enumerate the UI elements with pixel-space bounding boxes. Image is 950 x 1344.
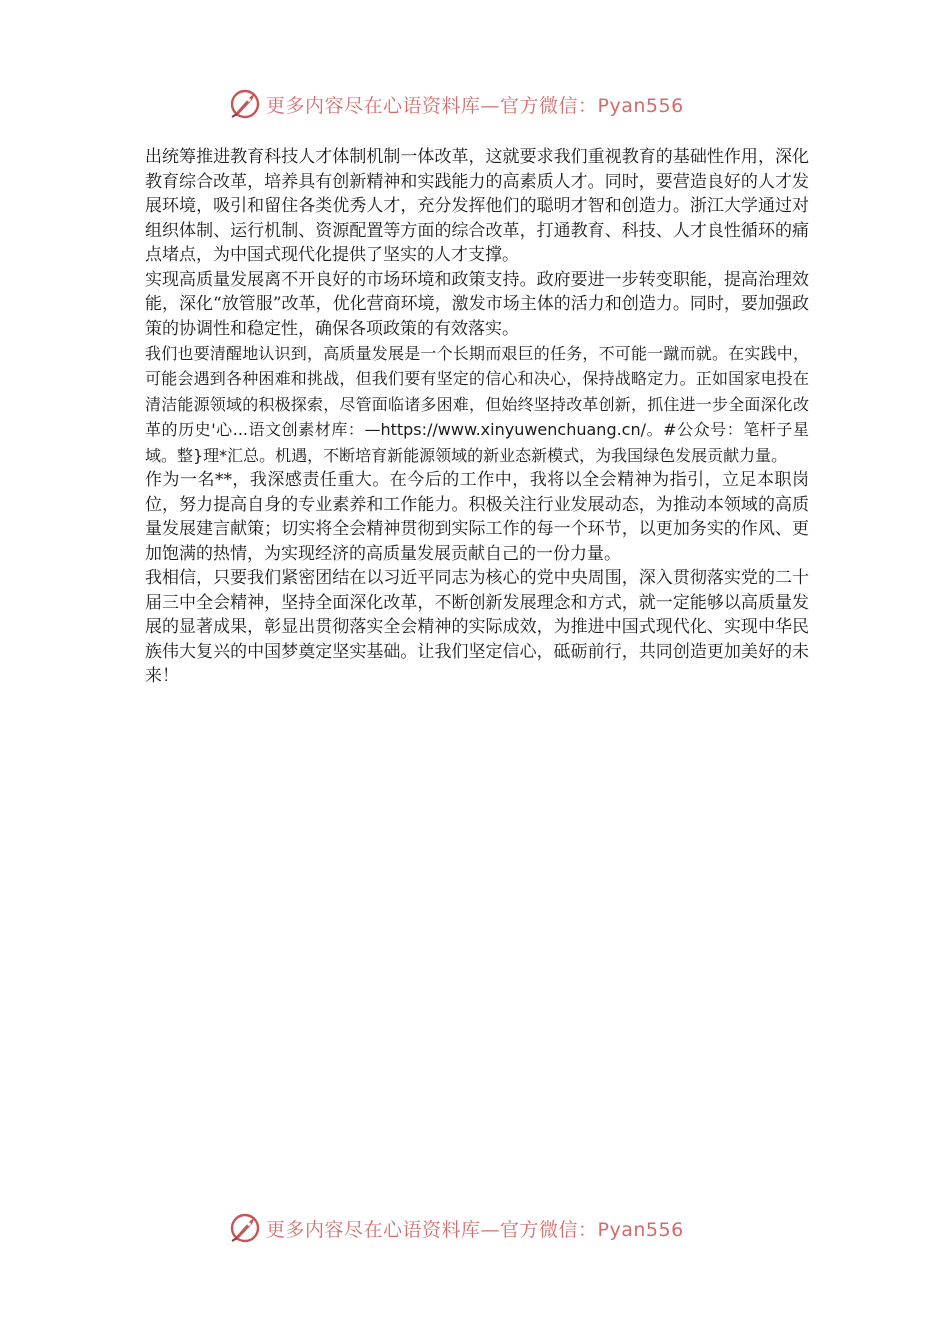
banner-text-wechat-id: Pyan556 <box>597 1218 684 1241</box>
banner-text-wechat-id: Pyan556 <box>597 94 684 117</box>
banner-text-cn: 更多内容尽在心语资料库—官方微信： <box>266 94 598 117</box>
banner-text <box>266 91 684 118</box>
paragraph-conclusion: 我相信，只要我们紧密团结在以习近平同志为核心的党中央周围，深入贯彻落实党的二十届三中全会精神，坚持全面深化改革，不断创新发展理念和方式，就一定能够以高质量发展的显著成果，彰显出贯彻落实全会精神的实际成效，为推进中国式现代化、实现中华民族伟大复兴的中国梦奠定坚实基础。让我们坚定信心，砥砺前行，共同创造更加美好的未来！ <box>145 568 809 687</box>
paragraph-long-term-task: 我们也要清醒地认识到，高质量发展是一个长期而艰巨的任务，不可能一蹴而就。在实践中，可能会遇到各种困难和挑战，但我们要有坚定的信心和决心，保持战略定力。正如国家电投在清洁能源领域的积极探索，尽管面临诸多困难，但始终坚持改革创新，抓住进一步全面深化改革的历史'心...语文创素材库：—https://www.xinyuwenchuang.cn/。#公众号：笔杆子星域。整}理*汇总。机遇，不断培育新能源领域的新业态新模式，为我国绿色发展贡献力量。 <box>145 344 809 465</box>
banner-text-cn: 更多内容尽在心语资料库—官方微信： <box>266 1218 598 1241</box>
paragraph-market-environment: 实现高质量发展离不开良好的市场环境和政策支持。政府要进一步转变职能，提高治理效能，深化“放管服”改革，优化营商环境，激发市场主体的活力和创造力。同时，要加强政策的协调性和稳定性，确保各项政策的有效落实。 <box>145 269 809 339</box>
document-body <box>145 145 809 689</box>
paragraph-talent-reform: 出统筹推进教育科技人才体制机制一体改革，这就要求我们重视教育的基础性作用，深化教育综合改革，培养具有创新精神和实践能力的高素质人才。同时，要营造良好的人才发展环境，吸引和留住各类优秀人才，充分发挥他们的聪明才智和创造力。浙江大学通过对组织体制、运行机制、资源配置等方面的综合改革，打通教育、科技、人才良性循环的痛点堵点，为中国式现代化提供了坚实的人才支撑。 <box>145 147 809 265</box>
header-banner <box>228 84 748 124</box>
footer-banner <box>228 1208 748 1248</box>
pen-nib-logo-icon <box>228 87 262 121</box>
banner-text <box>266 1215 684 1242</box>
paragraph-personal-responsibility: 作为一名**，我深感责任重大。在今后的工作中，我将以全会精神为指引，立足本职岗位，努力提高自身的专业素养和工作能力。积极关注行业发展动态，为推动本领域的高质量发展建言献策；切实将全会精神贯彻到实际工作的每一个环节，以更加务实的作风、更加饱满的热情，为实现经济的高质量发展贡献自己的一份力量。 <box>145 470 809 564</box>
pen-nib-logo-icon <box>228 1211 262 1245</box>
